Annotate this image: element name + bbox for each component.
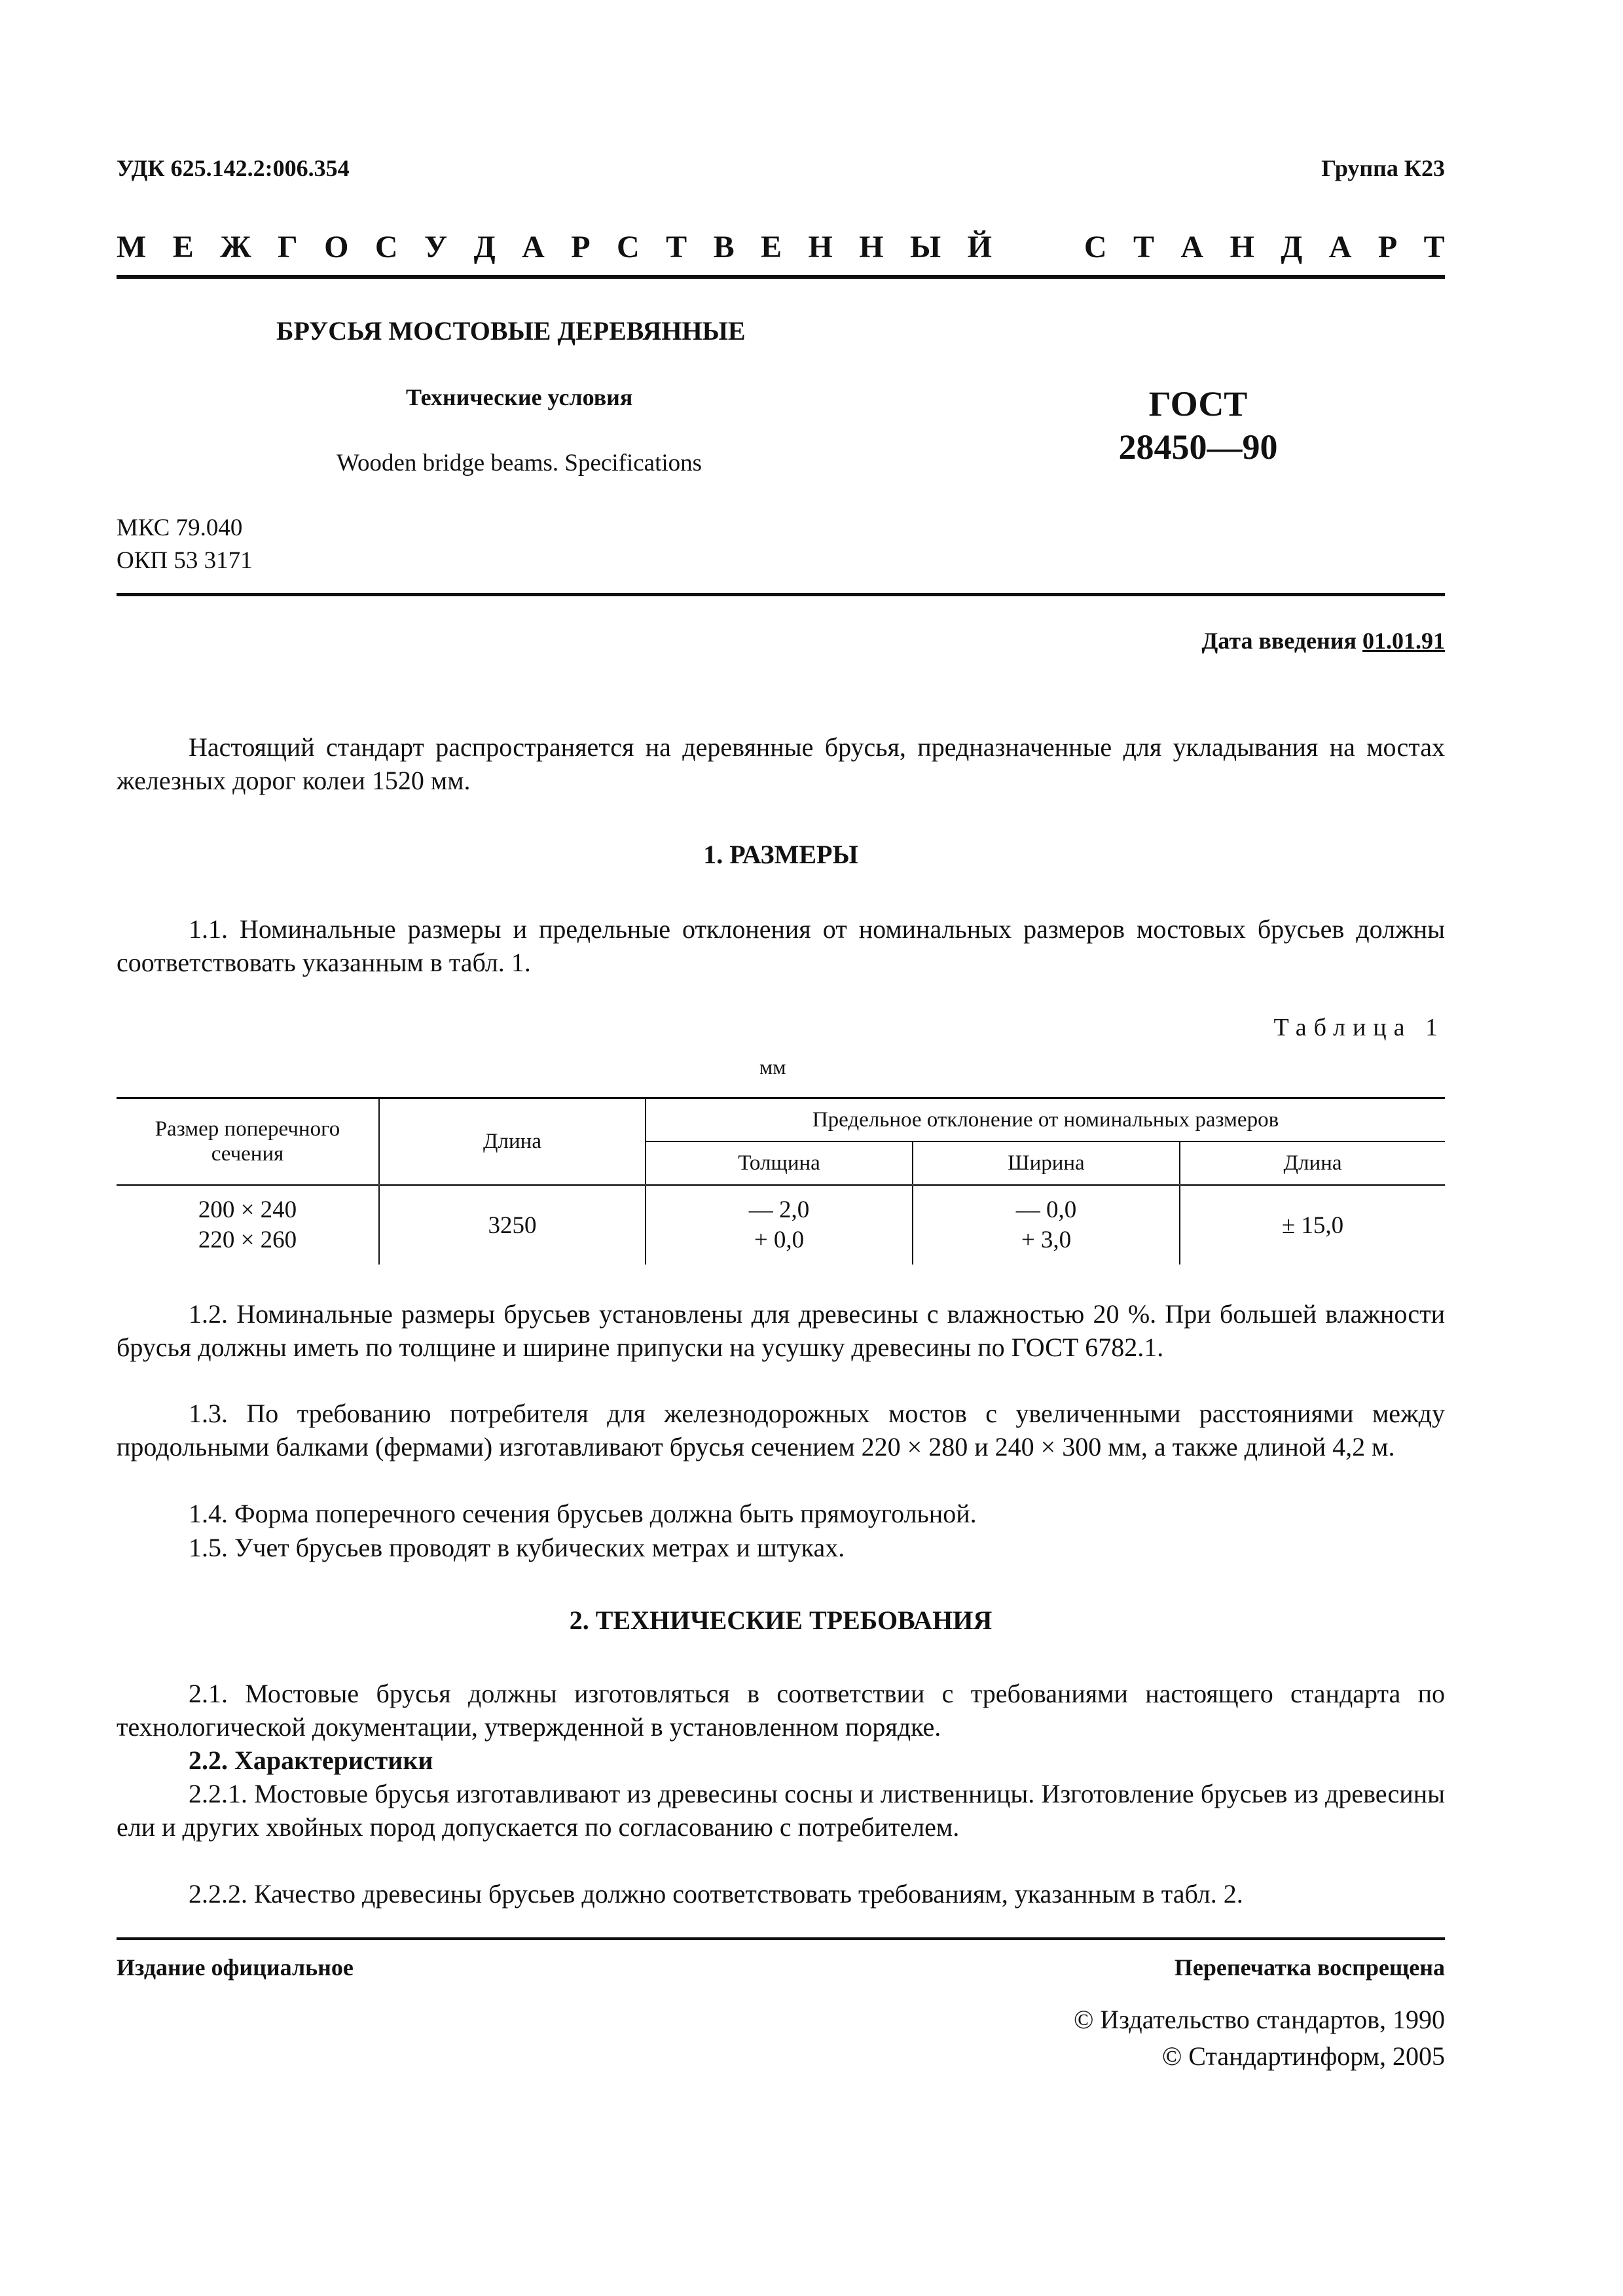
cell-thickness-deviation bbox=[646, 1185, 913, 1265]
banner-letter: М bbox=[117, 230, 147, 264]
gost-label: ГОСТ bbox=[1148, 384, 1248, 423]
banner-letter: С bbox=[374, 230, 398, 264]
cell-length: 3250 bbox=[379, 1185, 646, 1265]
classification-codes bbox=[117, 512, 253, 577]
banner-gap bbox=[1018, 229, 1057, 265]
banner-letter: Т bbox=[1423, 230, 1445, 264]
udk-code: УДК 625.142.2:006.354 bbox=[117, 155, 350, 181]
banner-letter: Н bbox=[1230, 230, 1254, 264]
table-1-label: Таблица 1 bbox=[1273, 1014, 1445, 1041]
header-length-deviation: Длина bbox=[1180, 1141, 1445, 1185]
group-code: Группа К23 bbox=[1321, 155, 1445, 181]
width-plus: + 3,0 bbox=[1021, 1227, 1072, 1253]
banner-letter: О bbox=[324, 230, 349, 264]
banner-letter: Д bbox=[473, 230, 496, 264]
paragraph-2-2-1: 2.2.1. Мостовые брусья изготавливают из древесины сосны и лиственницы. Изготовление брусьев из древесины ели и других хвойных пород допускается по согласованию с потребителем. bbox=[117, 1779, 1445, 1842]
paragraph-1-5: 1.5. Учет брусьев проводят в кубических метрах и штуках. bbox=[189, 1533, 845, 1562]
banner-letter: У bbox=[424, 230, 448, 264]
copyright-1990: © Издательство стандартов, 1990 bbox=[1073, 2005, 1445, 2034]
cross-section-1: 200 × 240 bbox=[198, 1196, 297, 1223]
interstate-standard-banner bbox=[117, 229, 1445, 265]
footer-rule bbox=[117, 1937, 1445, 1940]
paragraph-2-2-2: 2.2.2. Качество древесины брусьев должно соответствовать требованиям, указанным в табл. 2. bbox=[189, 1879, 1243, 1909]
document-subtitle: Технические условия bbox=[406, 384, 633, 410]
copyright-block bbox=[1074, 2001, 1445, 2075]
copyright-2005: © Стандартинформ, 2005 bbox=[1161, 2041, 1445, 2071]
paragraph-2-2: 2.2. Характеристики bbox=[189, 1746, 433, 1775]
banner-letter: А bbox=[1180, 230, 1204, 264]
intro-paragraph: Настоящий стандарт распространяется на деревянные брусья, предназначенные для укладывания на мостах железных дорог колеи 1520 мм. bbox=[117, 732, 1445, 795]
banner-letter: Т bbox=[1133, 230, 1154, 264]
gost-number bbox=[1113, 382, 1283, 469]
paragraph-1-3: 1.3. По требованию потребителя для железнодорожных мостов с увеличенными расстояниями между продольными балками (фермами) изготавливают брусья сечением 220 × 280 и 240 × 300 мм, а также длиной 4,2 м. bbox=[117, 1399, 1445, 1462]
table-1-units: мм bbox=[759, 1055, 786, 1079]
width-minus: — 0,0 bbox=[1015, 1196, 1077, 1223]
mks-code: МКС 79.040 bbox=[117, 514, 243, 541]
banner-letter: Р bbox=[571, 230, 591, 264]
banner-letter: С bbox=[1084, 230, 1107, 264]
paragraph-2-1: 2.1. Мостовые брусья должны изготовляться в соответствии с требованиями настоящего стандарта по технологической документации, утвержденной в установленном порядке. bbox=[117, 1679, 1445, 1742]
banner-letter: А bbox=[522, 230, 545, 264]
banner-letter: Г bbox=[278, 230, 298, 264]
banner-letter: Ы bbox=[910, 230, 941, 264]
document-title: БРУСЬЯ МОСТОВЫЕ ДЕРЕВЯННЫЕ bbox=[276, 316, 746, 346]
thickness-minus: — 2,0 bbox=[748, 1196, 810, 1223]
banner-letter: Д bbox=[1281, 230, 1303, 264]
cell-width-deviation bbox=[913, 1185, 1180, 1265]
section-2-heading: 2. ТЕХНИЧЕСКИЕ ТРЕБОВАНИЯ bbox=[569, 1605, 993, 1635]
thickness-plus: + 0,0 bbox=[754, 1227, 805, 1253]
banner-letter: Н bbox=[808, 230, 833, 264]
cross-section-2: 220 × 260 bbox=[198, 1227, 297, 1253]
english-title: Wooden bridge beams. Specifications bbox=[337, 450, 702, 476]
header-rule bbox=[117, 593, 1445, 596]
date-value: 01.01.91 bbox=[1362, 628, 1445, 654]
banner-letter: Т bbox=[666, 230, 687, 264]
banner-letter: Р bbox=[1377, 230, 1398, 264]
header-width: Ширина bbox=[913, 1141, 1180, 1185]
header-deviation: Предельное отклонение от номинальных размеров bbox=[646, 1098, 1445, 1142]
banner-letter: В bbox=[713, 230, 735, 264]
banner-letter: Е bbox=[172, 230, 194, 264]
banner-letter: С bbox=[617, 230, 640, 264]
banner-letter: Й bbox=[967, 230, 992, 264]
date-label: Дата введения bbox=[1201, 628, 1357, 654]
reprint-prohibited: Перепечатка воспрещена bbox=[1174, 1954, 1445, 1981]
banner-letter: А bbox=[1328, 230, 1352, 264]
official-edition: Издание официальное bbox=[117, 1954, 354, 1981]
header-thickness: Толщина bbox=[646, 1141, 913, 1185]
dimensions-table bbox=[117, 1097, 1445, 1265]
cell-cross-section bbox=[117, 1185, 379, 1265]
paragraph-1-1: 1.1. Номинальные размеры и предельные отклонения от номинальных размеров мостовых брусьев должны соответствовать указанным в табл. 1. bbox=[117, 914, 1445, 977]
banner-letter: Е bbox=[761, 230, 782, 264]
cell-length-deviation: ± 15,0 bbox=[1180, 1185, 1445, 1265]
section-1-heading: 1. РАЗМЕРЫ bbox=[703, 840, 858, 869]
banner-letter: Ж bbox=[220, 230, 251, 264]
header-cross-section: Размер поперечного сечения bbox=[117, 1098, 379, 1185]
header-length: Длина bbox=[379, 1098, 646, 1185]
paragraph-1-2: 1.2. Номинальные размеры брусьев установлены для древесины с влажностью 20 %. При большей влажности брусья должны иметь по толщине и ширине припуски на усушку древесины по ГОСТ 6782.1. bbox=[117, 1299, 1445, 1362]
gost-code: 28450—90 bbox=[1118, 427, 1278, 467]
okp-code: ОКП 53 3171 bbox=[117, 547, 253, 574]
banner-rule bbox=[117, 275, 1445, 279]
banner-letter: Н bbox=[859, 230, 884, 264]
introduction-date bbox=[1202, 627, 1446, 655]
paragraph-1-4: 1.4. Форма поперечного сечения брусьев должна быть прямоугольной. bbox=[189, 1499, 977, 1528]
